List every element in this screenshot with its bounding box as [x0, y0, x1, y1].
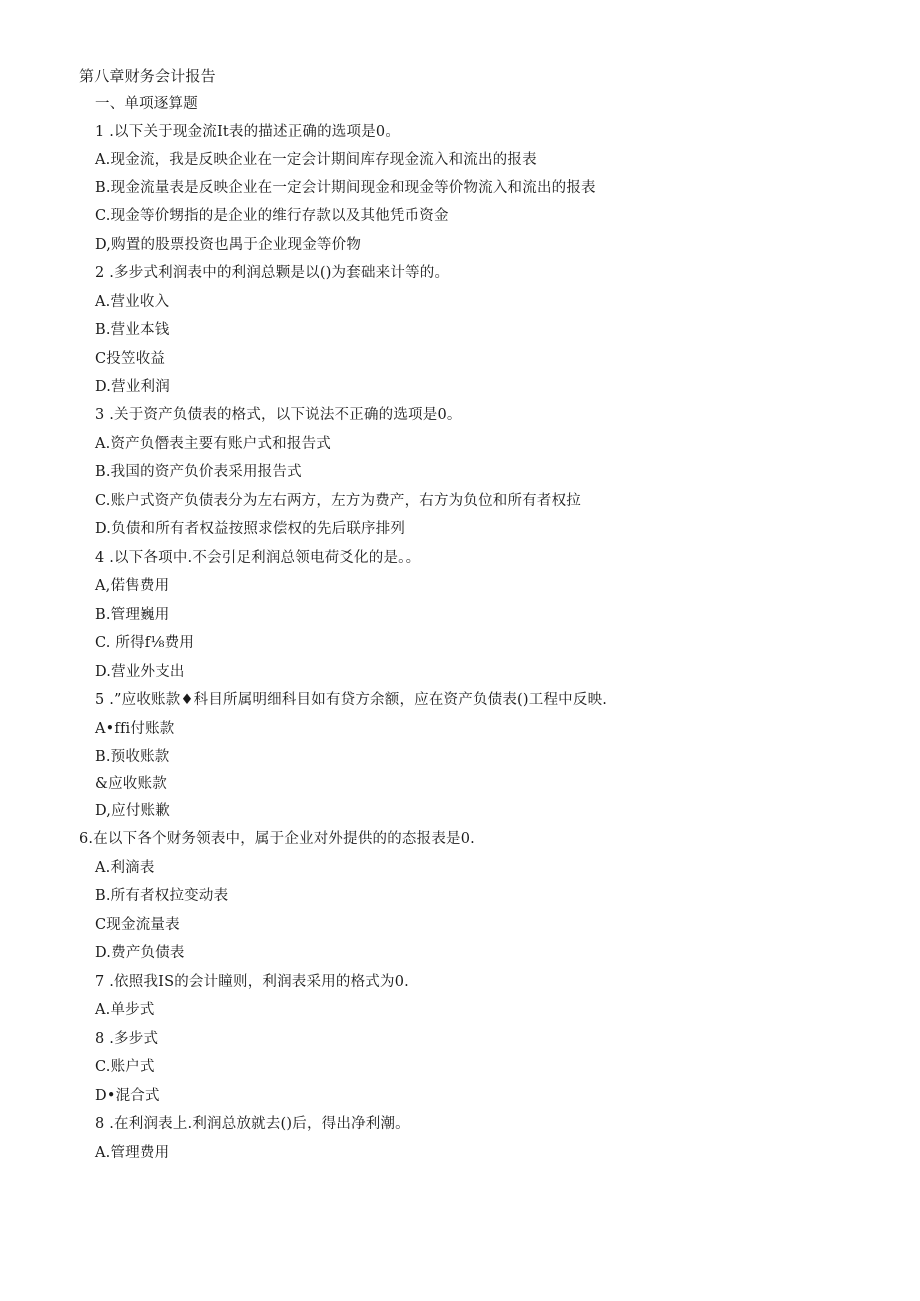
question-2: 2 .多步式利润表中的利润总颗是以()为套础来计等的。 — [95, 265, 450, 281]
q5-option-b: B.预收账款 — [95, 749, 170, 765]
q2-option-c: C投笠收益 — [95, 351, 166, 367]
q7-option-b: 8 .多步式 — [95, 1031, 159, 1047]
q1-option-d: D,购置的股票投资也禺于企业现金等价物 — [95, 237, 362, 253]
q1-option-c: C.现金等价甥指的是企业的维行存款以及其他凭币资金 — [95, 208, 449, 224]
q7-option-c: C.账户式 — [95, 1059, 155, 1075]
question-4: 4 .以下各项中.不会引足利润总领电荷爻化的是。。 — [95, 550, 421, 566]
q4-option-a: A,偌售费用 — [95, 578, 170, 594]
q3-option-a: A.资产负僭表主要有账户式和报告式 — [95, 436, 331, 452]
q6-option-a: A.利滴表 — [95, 860, 155, 876]
q5-option-d: D,应付账歉 — [95, 803, 170, 819]
q2-option-a: A.营业收入 — [95, 294, 170, 310]
q3-option-d: D.负债和所有者权益按照求偿权的先后联序排列 — [95, 521, 406, 537]
q6-option-b: B.所有者权拉变动表 — [95, 888, 229, 904]
chapter-title: 第八章财务会计报告 — [79, 67, 216, 85]
q2-option-b: B.营业本钱 — [95, 322, 170, 338]
q3-option-c: C.账户式资产负债表分为左右两方，左方为费产，右方为负位和所有者权拉 — [95, 493, 581, 509]
question-7: 7 .依照我IS的会计瞳则，利润表采用的格式为0. — [95, 974, 409, 990]
q6-option-d: D.费产负债表 — [95, 945, 185, 961]
q6-option-c: C现金流量表 — [95, 917, 180, 933]
q7-option-d: D•混合式 — [95, 1088, 160, 1104]
q4-option-d: D.营业外支出 — [95, 664, 185, 680]
q2-option-d: D.营业利润 — [95, 379, 170, 395]
q4-option-b: B.管理巍用 — [95, 607, 170, 623]
question-3: 3 .关于资产负债表的格式，以下说法不正确的选项是0。 — [95, 407, 462, 423]
question-8: 8 .在利润表上.利润总放就去()后，得出净利潮。 — [95, 1116, 410, 1132]
q5-option-a: A•ffi付账款 — [95, 721, 175, 737]
q5-option-c: &应收账款 — [95, 776, 167, 792]
q3-option-b: B.我国的资产负价表采用报告式 — [95, 464, 302, 480]
q7-option-a: A.单步式 — [95, 1002, 155, 1018]
question-1: 1 .以下关于现金流It表的描述正确的选项是0。 — [95, 124, 401, 140]
question-6: 6.在以下各个财务领表中，属于企业对外提供的的态报表是0. — [79, 831, 475, 847]
section-heading: 一、单项逐算题 — [95, 96, 198, 112]
q1-option-b: B.现金流量表是反映企业在一定会计期间现金和现金等价物流入和流出的报表 — [95, 180, 596, 196]
question-5: 5 .”应收账款♦科目所属明细科目如有贷方余额，应在资产负债表()工程中反映. — [95, 692, 608, 708]
q8-option-a: A.管理费用 — [95, 1145, 170, 1161]
q1-option-a: A.现金流，我是反映企业在一定会计期间库存现金流入和流出的报表 — [95, 152, 537, 168]
q4-option-c: C. 所得f⅛费用 — [95, 635, 195, 651]
